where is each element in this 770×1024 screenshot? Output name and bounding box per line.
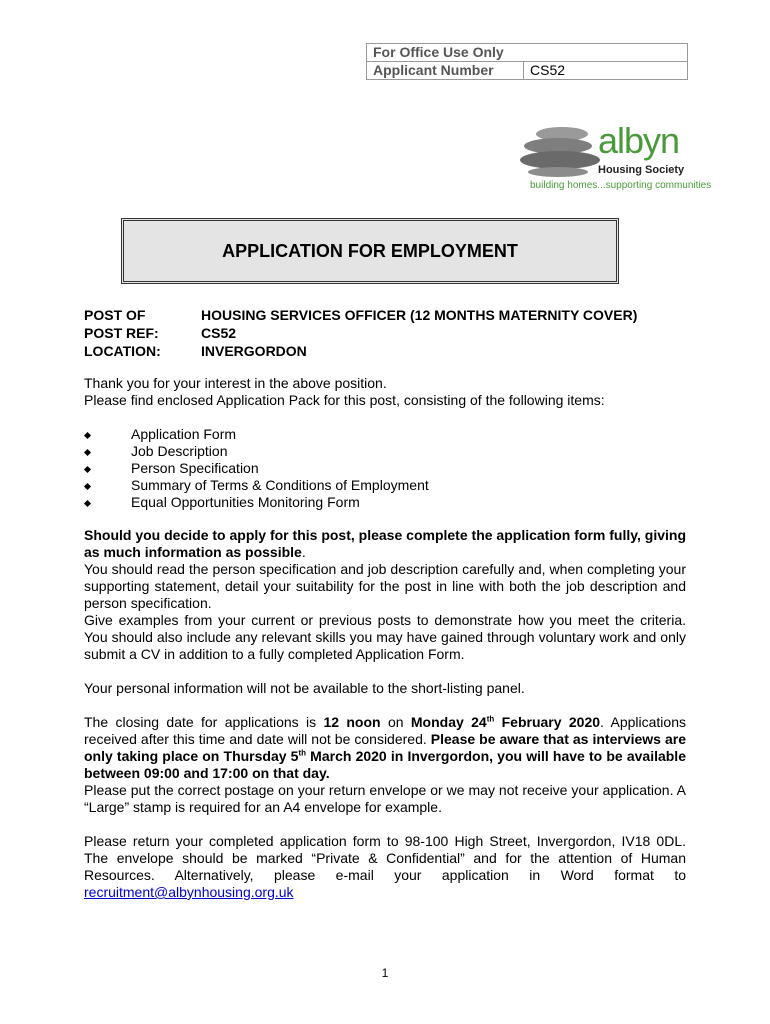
- post-details: [84, 306, 637, 360]
- applicant-number-row: [367, 62, 687, 79]
- postage-paragraph: Please put the correct postage on your return envelope or we may not receive your application. A “Large” stamp is required for an A4 envelope for example.: [84, 782, 686, 815]
- stacked-stones-icon: [514, 120, 604, 180]
- read-paragraph: You should read the person specification and job description carefully and, when completing your supporting statement, detail your suitability for the post in line with both the job description and person specification.: [84, 561, 686, 611]
- recruitment-email-link[interactable]: recruitment@albynhousing.org.uk: [84, 884, 294, 900]
- logo-tagline: building homes...supporting communities: [530, 180, 712, 191]
- interview-text: Please be aware that as interviews are only taking place on Thursday 5: [84, 731, 686, 764]
- applicant-number-value: CS52: [530, 62, 566, 78]
- office-use-title: For Office Use Only: [367, 44, 687, 62]
- examples-paragraph: Give examples from your current or previous posts to demonstrate how you meet the criteria. You should also include any relevant skills you may have gained through voluntary work and only submit a CV in addition to a fully completed Application Form.: [84, 612, 686, 662]
- page-title: APPLICATION FOR EMPLOYMENT: [121, 218, 619, 284]
- bullet-icon: [84, 466, 91, 473]
- list-item: [84, 460, 429, 477]
- apply-period: .: [301, 544, 306, 560]
- bullet-icon: [84, 449, 91, 456]
- list-item: [84, 494, 429, 511]
- list-item: [84, 426, 429, 443]
- closing-day: Monday 24: [410, 714, 487, 730]
- list-item-label: Person Specification: [131, 460, 259, 476]
- closing-month: February 2020: [494, 714, 601, 730]
- logo-subtitle: Housing Society: [598, 164, 685, 176]
- post-row: [84, 306, 637, 324]
- location-row: [84, 342, 637, 360]
- location-key: LOCATION:: [84, 343, 161, 359]
- interview-day-suffix: th: [298, 748, 307, 758]
- post-value: HOUSING SERVICES OFFICER (12 MONTHS MATERNITY COVER): [201, 307, 638, 323]
- bullet-icon: [84, 500, 91, 507]
- return-paragraph: [84, 833, 686, 901]
- post-ref-value: CS52: [201, 325, 237, 341]
- list-item-label: Equal Opportunities Monitoring Form: [131, 494, 360, 510]
- closing-date-paragraph: [84, 714, 686, 782]
- list-item-label: Job Description: [131, 443, 228, 459]
- application-pack-list: [84, 426, 429, 511]
- list-item: [84, 443, 429, 460]
- closing-text: The closing date for applications is: [84, 714, 324, 730]
- office-use-box: [366, 43, 688, 80]
- closing-on: on: [380, 714, 411, 730]
- apply-paragraph: [84, 527, 686, 561]
- closing-note: . Applications received after this time and date will not be considered.: [84, 714, 686, 747]
- location-value: INVERGORDON: [201, 343, 307, 359]
- post-key: POST OF: [84, 307, 146, 323]
- closing-day-suffix: th: [486, 714, 495, 724]
- page-number: 1: [381, 966, 389, 980]
- post-ref-row: [84, 324, 637, 342]
- list-item: [84, 477, 429, 494]
- list-item-label: Application Form: [131, 426, 237, 442]
- post-ref-key: POST REF:: [84, 325, 159, 341]
- list-item-label: Summary of Terms & Conditions of Employment: [131, 477, 429, 493]
- logo-brand: albyn: [598, 120, 680, 161]
- albyn-logo: [514, 120, 712, 195]
- bullet-icon: [84, 432, 91, 439]
- intro-line-1: Thank you for your interest in the above position.: [84, 375, 387, 391]
- interview-details: March 2020 in Invergordon, you will have to be available between 09:00 and 17:00 on that day.: [84, 748, 686, 781]
- closing-time: 12 noon: [323, 714, 381, 730]
- apply-bold-text: Should you decide to apply for this post, please complete the application form fully, giving as much information as possible: [84, 527, 686, 560]
- personal-info-paragraph: Your personal information will not be available to the short-listing panel.: [84, 680, 525, 696]
- intro-text: [84, 375, 686, 409]
- applicant-number-label: Applicant Number: [367, 62, 524, 79]
- return-text: Please return your completed application form to 98-100 High Street, Invergordon, IV18 0DL. The envelope should be marked “Private & Confidential” and for the attention of Human Resources. Alternatively, please e-mail your application in Word format to: [84, 833, 686, 883]
- bullet-icon: [84, 483, 91, 490]
- closing-date: [411, 714, 600, 730]
- intro-line-2: Please find enclosed Application Pack for this post, consisting of the following items:: [84, 392, 605, 408]
- instructions: [84, 527, 686, 901]
